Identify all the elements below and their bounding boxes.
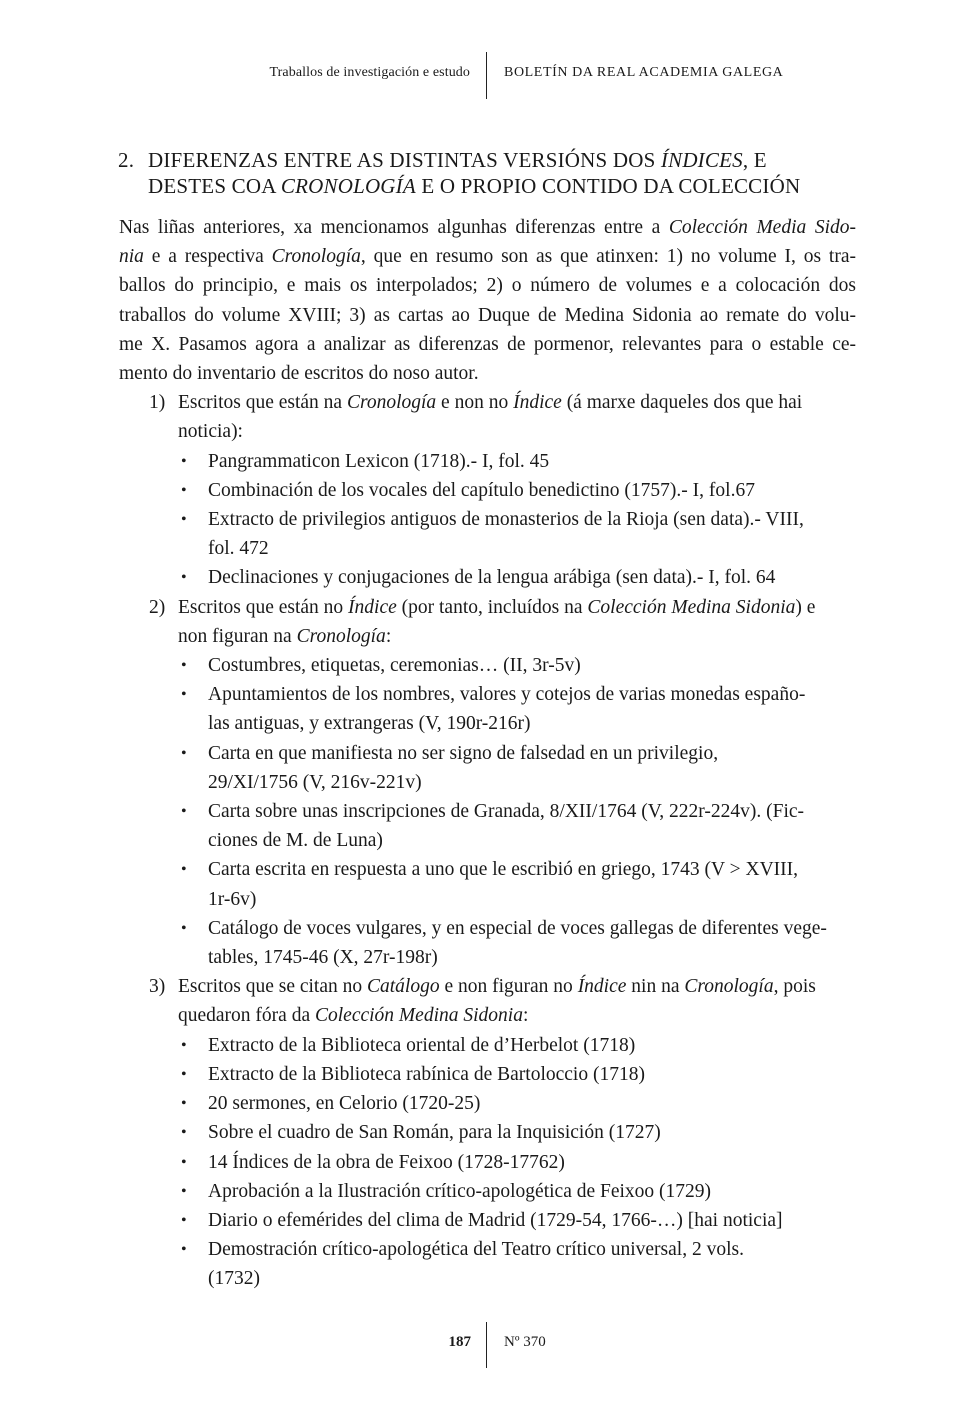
list-marker: 3) <box>149 976 166 998</box>
list-group-2 <box>119 593 856 973</box>
list-item: • Combinación de los vocales del capítulo benedictino (1757).- I, fol.67 <box>178 476 856 505</box>
list-group-intro: Escritos que están no Índice (por tanto, incluídos na Colección Medina Sidonia) e non figuran na Cronología: <box>178 596 816 647</box>
page-number: 187 <box>448 1334 471 1350</box>
page-footer <box>0 1322 975 1368</box>
bullet-icon: • <box>181 657 187 675</box>
list-item: • Catálogo de voces vulgares, y en especial de voces gallegas de diferentes vege- tables, 1745-46 (X, 27r-198r) <box>178 914 856 972</box>
article-body <box>119 213 856 1294</box>
bullet-icon: • <box>181 1153 187 1171</box>
bullet-icon: • <box>181 1095 187 1113</box>
list-item: • Sobre el cuadro de San Román, para la Inquisición (1727) <box>178 1118 856 1147</box>
bullet-icon: • <box>181 1036 187 1054</box>
list-item: • Extracto de privilegios antiguos de monasterios de la Rioja (sen data).- VIII, fol. 472 <box>178 505 856 563</box>
section-heading <box>118 147 878 199</box>
list-item: • Extracto de la Biblioteca oriental de d’Herbelot (1718) <box>178 1031 856 1060</box>
list-item: • Aprobación a la Ilustración crítico-apologética de Feixoo (1729) <box>178 1177 856 1206</box>
header-divider <box>486 52 487 99</box>
bullet-icon: • <box>181 1241 187 1259</box>
bullet-icon: • <box>181 1211 187 1229</box>
list-item: • Carta escrita en respuesta a uno que le escribió en griego, 1743 (V > XVIII, 1r-6v) <box>178 855 856 913</box>
bullet-icon: • <box>181 861 187 879</box>
list-item: • Pangrammaticon Lexicon (1718).- I, fol. 45 <box>178 447 856 476</box>
list-group-3 <box>119 972 856 1293</box>
list-marker: 2) <box>149 596 166 618</box>
section-heading-line-1: 2. DIFERENZAS ENTRE AS DISTINTAS VERSIÓNS DOS ÍNDICES, E <box>118 148 767 172</box>
running-header <box>0 52 975 100</box>
list-item: • Carta en que manifiesta no ser signo de falsedad en un privilegio, 29/XI/1756 (V, 216v-221v) <box>178 739 856 797</box>
bullet-icon: • <box>181 1065 187 1083</box>
issue-number: Nº 370 <box>504 1334 546 1350</box>
list-item: • Apuntamientos de los nombres, valores y cotejos de varias monedas españo- las antiguas, y extrangeras (V, 190r-216r) <box>178 680 856 738</box>
bullet-icon: • <box>181 1124 187 1142</box>
bullet-icon: • <box>181 744 187 762</box>
section-heading-line-2: DESTES COA CRONOLOGÍA E O PROPIO CONTIDO DA COLECCIÓN <box>148 174 801 198</box>
bullet-icon: • <box>181 452 187 470</box>
intro-paragraph: Nas liñas anteriores, xa mencionamos algunhas diferenzas entre a Colección Media Sido- nia e a respectiva Cronología, que en resumo son as que atinxen: 1) no volume I, os tra- ballos do principio, e mais os interpolados; 2) o número de volumes e a colocación dos traballos do volume XVIII; 3) as cartas ao Duque de Medina Sidonia ao remate do volu- me X. Pasamos agora a analizar as diferenzas de pormenor, relevantes para o estable ce- mento do inventario de escritos do noso autor. <box>119 217 856 385</box>
list-group-1 <box>119 388 856 592</box>
bullet-icon: • <box>181 481 187 499</box>
list-item: • 14 Índices de la obra de Feixoo (1728-17762) <box>178 1148 856 1177</box>
bullet-icon: • <box>181 803 187 821</box>
list-item: • Extracto de la Biblioteca rabínica de Bartoloccio (1718) <box>178 1060 856 1089</box>
bullet-icon: • <box>181 511 187 529</box>
list-marker: 1) <box>149 392 166 414</box>
bullet-icon: • <box>181 686 187 704</box>
running-header-section: Traballos de investigación e estudo <box>269 65 470 80</box>
list-item: • Carta sobre unas inscripciones de Granada, 8/XII/1764 (V, 222r-224v). (Fic- ciones de M. de Luna) <box>178 797 856 855</box>
list-group-intro: Escritos que se citan no Catálogo e non figuran no Índice nin na Cronología, pois quedaron fóra da Colección Medina Sidonia: <box>178 976 816 1027</box>
section-number: 2. <box>118 148 135 172</box>
list-item: • 20 sermones, en Celorio (1720-25) <box>178 1089 856 1118</box>
list-item: • Diario o efemérides del clima de Madrid (1729-54, 1766-…) [hai noticia] <box>178 1206 856 1235</box>
bullet-icon: • <box>181 569 187 587</box>
list-item: • Declinaciones y conjugaciones de la lengua arábiga (sen data).- I, fol. 64 <box>178 563 856 592</box>
list-group-intro: Escritos que están na Cronología e non no Índice (á marxe daqueles dos que hai noticia): <box>178 392 803 443</box>
list-item: • Demostración crítico-apologética del Teatro crítico universal, 2 vols. (1732) <box>178 1235 856 1293</box>
bullet-icon: • <box>181 919 187 937</box>
list-item: • Costumbres, etiquetas, ceremonias… (II, 3r-5v) <box>178 651 856 680</box>
footer-divider <box>486 1322 487 1368</box>
bullet-icon: • <box>181 1182 187 1200</box>
running-header-journal: BOLETÍN DA REAL ACADEMIA GALEGA <box>504 65 784 80</box>
